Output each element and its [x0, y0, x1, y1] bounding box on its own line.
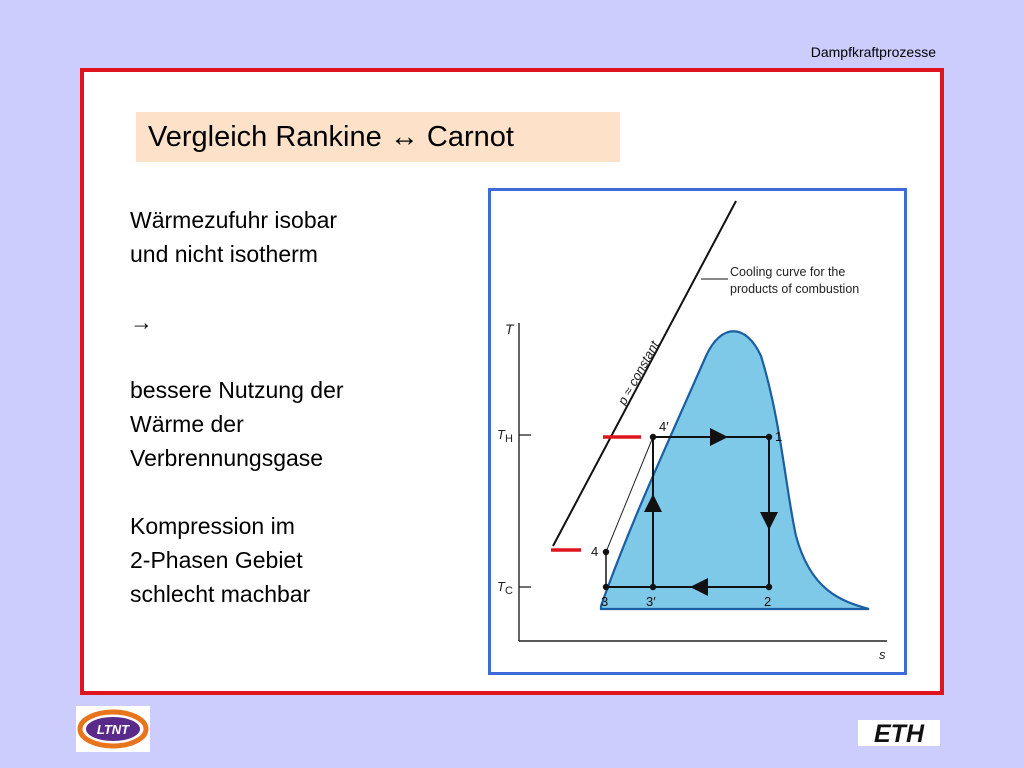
- ts-diagram: [491, 191, 904, 672]
- svg-text:ETH: ETH: [874, 720, 924, 746]
- header-label: Dampfkraftprozesse: [810, 44, 936, 60]
- pressure-label: p ≈ constant: [614, 338, 662, 408]
- ts-diagram-box: [488, 188, 907, 675]
- body-line: Wärmezufuhr isobar: [130, 207, 338, 233]
- body-line: Wärme der: [130, 411, 244, 437]
- body-line: 2-Phasen Gebiet: [130, 547, 303, 573]
- point-4p-dot: [650, 434, 656, 440]
- point-2-label: 2: [764, 594, 772, 609]
- point-3-dot: [603, 584, 609, 590]
- tc-label: $T_C$: [497, 579, 513, 597]
- body-text: [130, 203, 430, 611]
- title-box: [136, 112, 620, 162]
- slide-frame: [80, 68, 944, 695]
- th-label: $T_H$: [497, 427, 513, 445]
- x-axis-label: s: [879, 647, 886, 662]
- body-line: bessere Nutzung der: [130, 377, 344, 403]
- arrow-symbol: →: [130, 309, 153, 335]
- cooling-label-1: Cooling curve for the: [730, 265, 846, 279]
- point-1-label: 1: [775, 429, 783, 444]
- ltnt-logo: [76, 706, 150, 752]
- body-line: schlecht machbar: [130, 581, 311, 607]
- point-3p-dot: [650, 584, 656, 590]
- body-line: Kompression im: [130, 513, 295, 539]
- point-2-dot: [766, 584, 772, 590]
- eth-logo: [858, 720, 940, 746]
- body-line: und nicht isotherm: [130, 241, 318, 267]
- cooling-label-2: products of combustion: [730, 282, 860, 296]
- body-line: Verbrennungsgase: [130, 445, 324, 471]
- point-4-label: 4: [591, 544, 599, 559]
- pressure-arrow-upper: [685, 260, 706, 301]
- svg-text:LTNT: LTNT: [96, 722, 130, 737]
- point-1-dot: [766, 434, 772, 440]
- slide-title: Vergleich Rankine ↔ Carnot: [148, 121, 514, 153]
- point-4-dot: [603, 549, 609, 555]
- y-axis-label: T: [505, 321, 514, 337]
- point-3p-label: 3′: [646, 594, 656, 609]
- point-4p-label: 4′: [659, 419, 669, 434]
- point-3-label: 3: [601, 594, 609, 609]
